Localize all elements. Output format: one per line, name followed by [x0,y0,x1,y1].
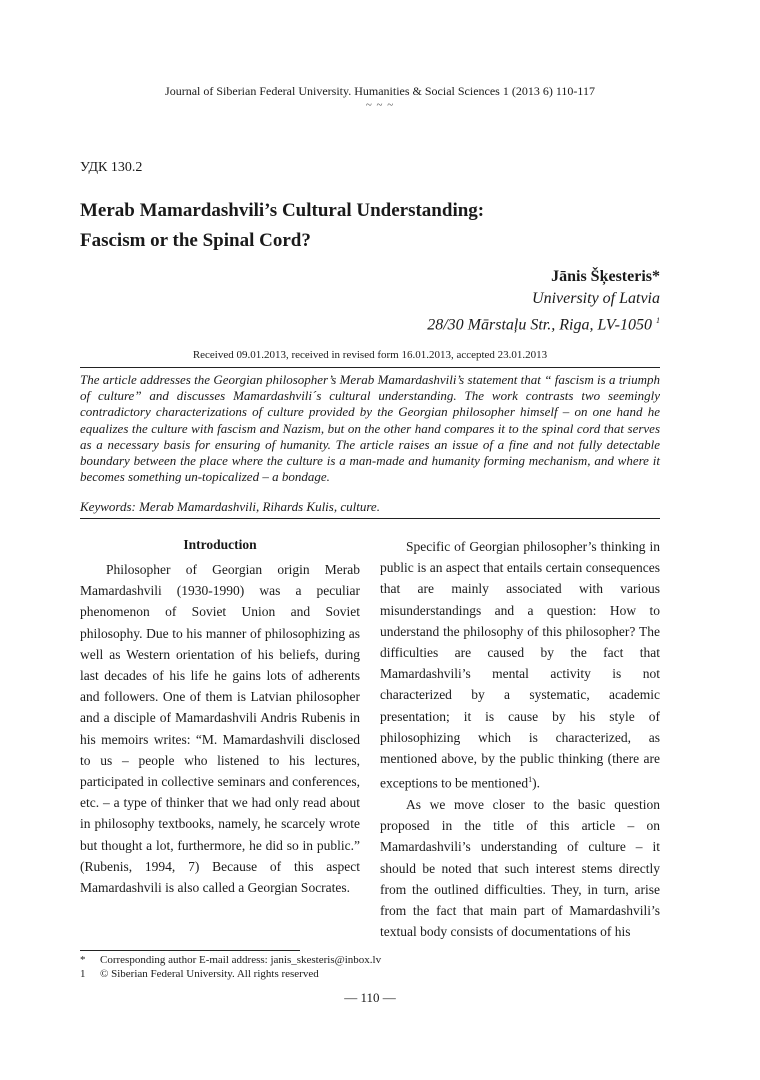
footnote-mark: * [80,954,86,966]
author-block [427,266,660,336]
left-paragraph-1: Philosopher of Georgian origin Merab Mamardashvili (1930-1990) was a peculiar phenomenon of Soviet Union and Soviet philosophy. Due to his manner of philosophizing as well as Western orientation of his beliefs, during last decades of his life he gains lots of adherents and followers. One of them is Latvian philosopher and a disciple of Mamardashvili Andris Rubenis in his memoirs writes: “M. Mamardashvili disclosed to us – people who listened to his lectures, participated in collective seminars and conferences, etc. – a type of thinker that we had only read about in philosophy textbooks, namely, he scarcely wrote but thought a lot, furthermore, he did so in public.” (Rubenis, 1994, 7) Because of this aspect Mamardashvili is also called a Georgian Socrates. [80,562,360,896]
footnote-rule [80,950,300,951]
footnote-item [80,953,381,967]
article-title [80,196,680,256]
author-name: Jānis Šķesteris* [551,268,660,285]
author-affiliation: University of Latvia [532,290,660,307]
abstract-top-rule [80,367,660,368]
right-paragraph-1-end: ). [532,775,540,791]
footnotes [80,953,381,981]
footnote-text: © Siberian Federal University. All rights reserved [100,968,319,980]
journal-header: Journal of Siberian Federal University. Humanities & Social Sciences 1 (2013 6) 110-117 [165,84,595,98]
title-line-2: Fascism or the Spinal Cord? [80,230,311,251]
footnote-item [80,967,381,981]
abstract-bottom-rule [80,518,660,519]
title-line-1: Merab Mamardashvili’s Cultural Understanding: [80,200,485,221]
footnote-text: Corresponding author E-mail address: janis_skesteris@inbox.lv [100,954,382,966]
udk-code: УДК 130.2 [80,160,143,175]
right-paragraph-2: As we move closer to the basic question proposed in the title of this article – on Mamardashvili’s understanding of culture – it should be noted that such interest stems directly from the outlined difficulties. They, in turn, arise from the fact that main part of Mamardashvili’s textual body consists of documentations of his [380,796,660,940]
received-dates: Received 09.01.2013, received in revised form 16.01.2013, accepted 23.01.2013 [192,349,548,361]
abstract: The article addresses the Georgian philosopher’s Merab Mamardashvili’s statement that “ fascism is a triumph of culture” and discusses Mamardashvili´s cultural understanding. The work contrasts two seemingly contradictory characterizations of culture provided by the Georgian philosopher himself – on one hand he equalizes the culture with fascism and Nazism, but on the other hand compares it to the spinal cord that serves as a necessary basis for ensuring of humanity. The article raises an issue of a fine and not fully detectable boundary between the place where the culture is a man-made and humanity forming mechanism, and where it becomes something un-topicalized – a bondage. [80,372,660,485]
keywords: Keywords: Merab Mamardashvili, Rihards Kulis, culture. [80,499,380,514]
left-column [80,536,360,898]
author-address-mark: 1 [656,316,660,325]
author-address [427,310,660,336]
header-ornament: ~ ~ ~ [365,99,395,111]
right-paragraph-1-text: Specific of Georgian philosopher’s thinking in public is an aspect that entails certain consequences that are mainly associated with various misunderstandings and a question: How to understand the philosophy of this philosopher? The difficulties are caused by the fact that Mamardashvili’s mental activity is not characterized by a systematic, academic presentation; it is cause by his style of philosophizing which is characterized, as mentioned above, by the public thinking (there are exceptions to be mentioned [380,539,660,791]
footnote-ref-1: 1 [528,775,533,785]
footnote-mark: 1 [80,968,86,980]
introduction-heading: Introduction [183,537,257,552]
right-paragraph-1 [380,536,660,794]
author-address-text: 28/30 Mārstaļu Str., Riga, LV-1050 [427,316,652,334]
page-number: — 110 — [344,990,396,1005]
right-column [380,536,660,942]
